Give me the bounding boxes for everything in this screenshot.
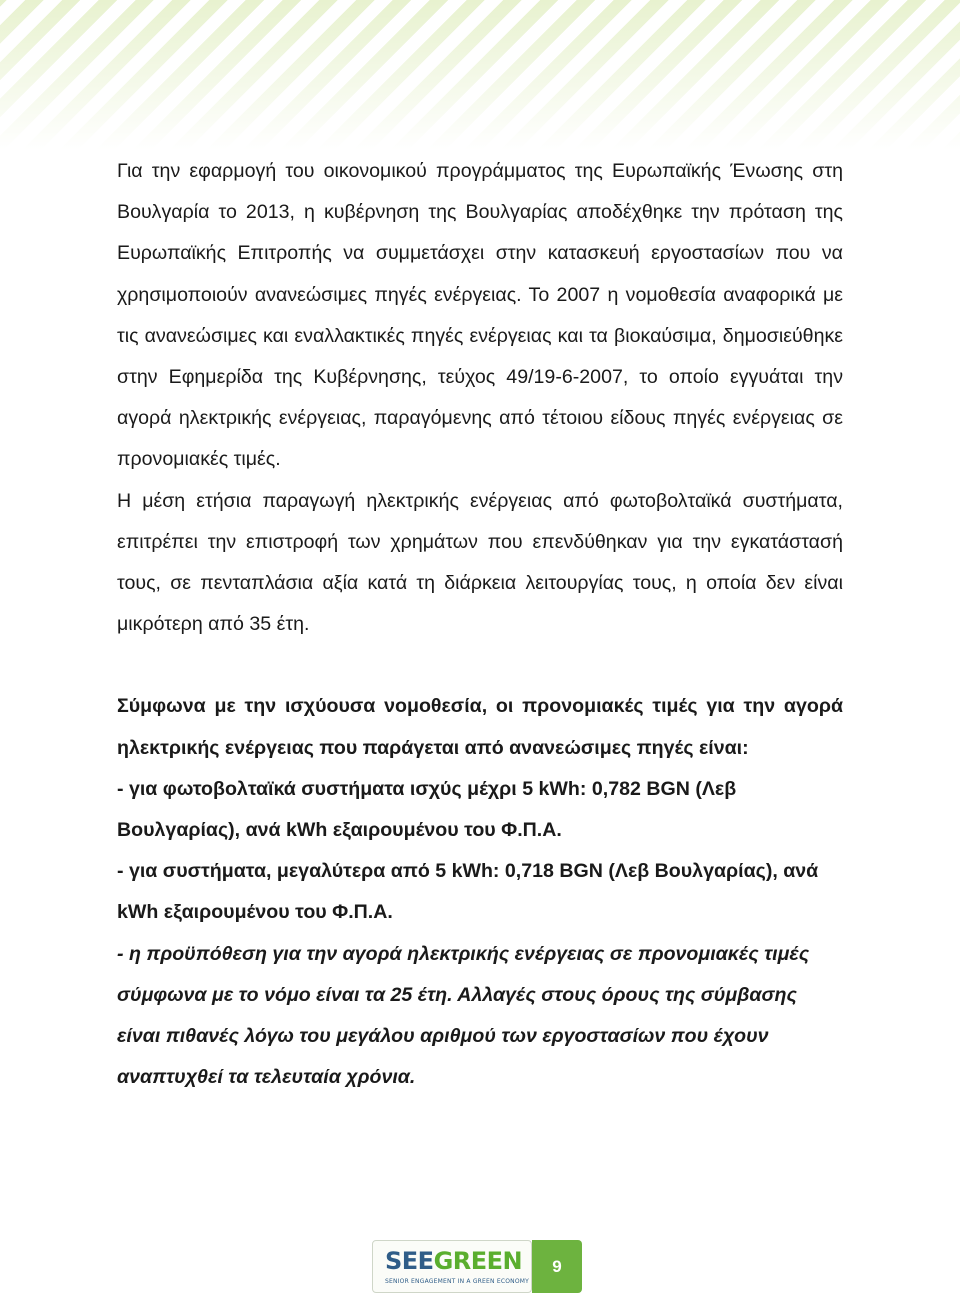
page-number: 9 [532,1240,582,1293]
paragraph-intro [117,151,843,481]
logo-wordmark [385,1247,522,1275]
paragraph-intro-b: Το 2007 η νομοθεσία αναφορικά με τις ανανεώσιμες και εναλλακτικές πηγές ενέργειας και τα βιοκαύσιμα, δημοσιεύθηκε στην Εφημερίδα της Κυβέρνησης, τεύχος 49/19-6-2007, το οποίο εγγυάται την αγορά ηλεκτρικής ενέργειας, παραγόμενης από τέτοιου είδους πηγές ενέργειας σε προνομιακές τιμές. [117,283,843,471]
italic-note: - η προϋπόθεση για την αγορά ηλεκτρικής ενέργειας σε προνομιακές τιμές σύμφωνα με το νόμο είναι τα 25 έτη. Αλλαγές στους όρους της σύμβασης είναι πιθανές λόγω του μεγάλου αριθμού των εργοστασίων που έχουν αναπτυχθεί τα τελευταία χρόνια. [117,942,810,1089]
logo-tagline: SENIOR ENGAGEMENT IN A GREEN ECONOMY [385,1278,529,1285]
paragraph-gap [117,645,843,686]
paragraph-production: Η μέση ετήσια παραγωγή ηλεκτρικής ενέργειας από φωτοβολταϊκά συστήματα, επιτρέπει την επιστροφή των χρημάτων που επενδύθηκαν για την εγκατάστασή τους, σε πενταπλάσια αξία κατά τη διάρκεια λειτουργίας τους, η οποία δεν είναι μικρότερη από 35 έτη. [117,489,843,636]
logo-see: SEE [385,1247,434,1275]
paragraph-bold-intro: Σύμφωνα με την ισχύουσα νομοθεσία, οι προνομιακές τιμές για την αγορά ηλεκτρικής ενέργειας που παράγεται από ανανεώσιμες πηγές είναι: [117,695,843,759]
document-body [117,151,843,1098]
stripes-fade [0,0,960,150]
paragraph-intro-a: Για την εφαρμογή του οικονομικού προγράμματος της Ευρωπαϊκής Ένωσης στη Βουλγαρία το 2013, η κυβέρνηση της Βουλγαρίας αποδέχθηκε την πρόταση της Ευρωπαϊκής Επιτροπής να συμμετάσχει στην κατασκευή εργοστασίων που να χρησιμοποιούν ανανεώσιμες πηγές ενέργειας. [117,160,843,306]
logo-green: GREEN [433,1247,523,1275]
see-green-logo [372,1240,532,1293]
bullet-pv-large: - για συστήματα, μεγαλύτερα από 5 kWh: 0,718 BGN (Λεβ Βουλγαρίας), ανά kWh εξαιρουμένου του Φ.Π.Α. [117,860,819,924]
bullet-pv-small: - για φωτοβολταϊκά συστήματα ισχύς μέχρι 5 kWh: 0,782 BGN (Λεβ Βουλγαρίας), ανά kWh εξαιρουμένου του Φ.Π.Α. [117,777,737,842]
footer [372,1240,582,1295]
